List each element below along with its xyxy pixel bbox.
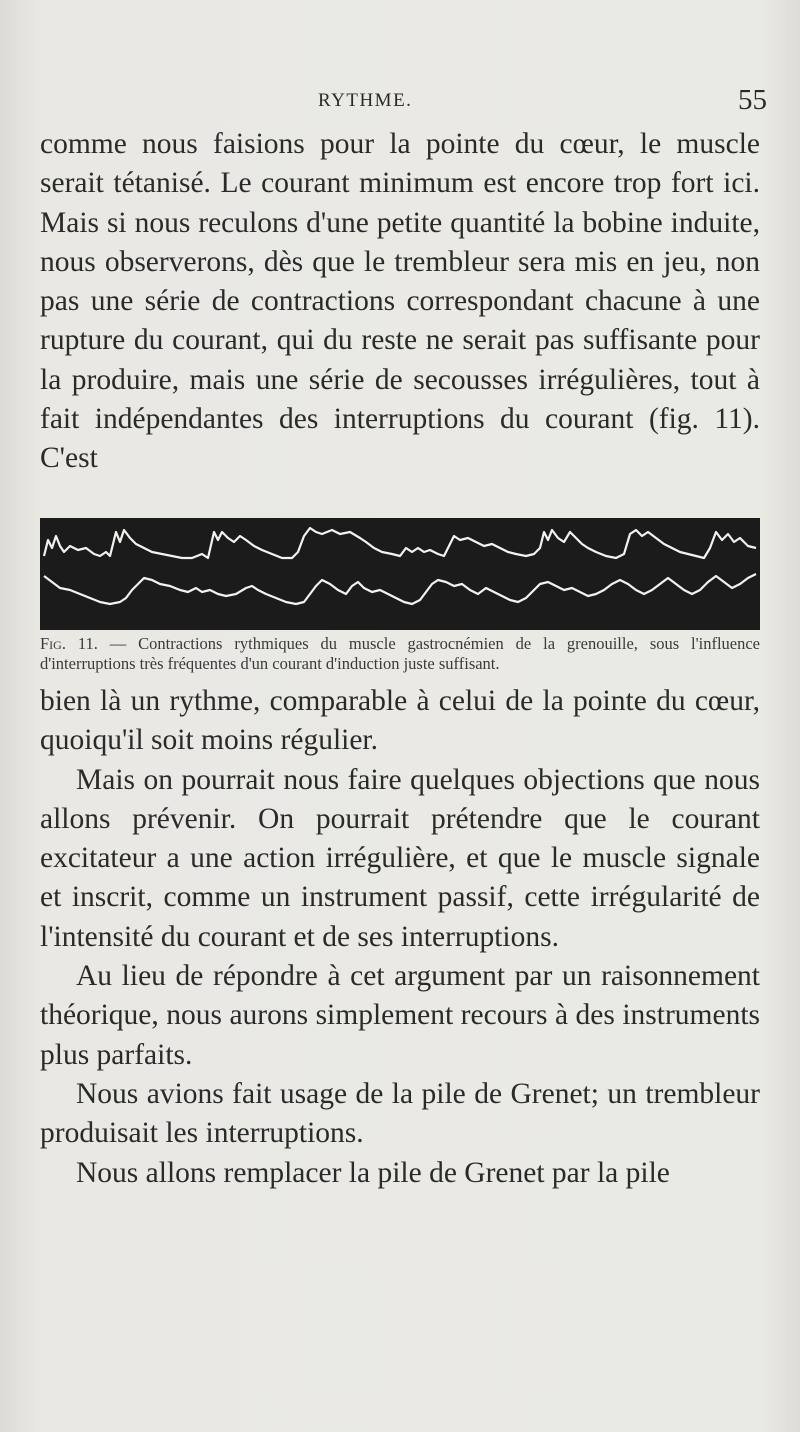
paragraph: comme nous faisions pour la pointe du cœur, le muscle serait tétanisé. Le courant minimum est encore trop fort ici. Mais si nous reculons d'une petite quantité la bobine induite, nous observerons, dès que le trembleur sera mis en jeu, non pas une série de contractions correspondant chacune à une rupture du courant, qui du reste ne serait pas suffisante pour la produire, mais une série de secousses irrégulières, tout à fait indépendantes des interruptions du courant (fig. 11). C'est	[40, 128, 760, 475]
figure-11	[40, 518, 760, 630]
myogram-trace-figure	[40, 518, 760, 630]
page-header	[0, 84, 800, 120]
paragraph: Nous avions fait usage de la pile de Grenet; un trembleur produisait les interruptions.	[40, 1077, 760, 1150]
body-text-top	[40, 125, 760, 479]
caption-label: Fig. 11.	[40, 634, 98, 653]
paragraph: Au lieu de répondre à cet argument par un raisonnement théorique, nous aurons simplement recours à des instruments plus parfaits.	[40, 960, 760, 1071]
paragraph: Nous allons remplacer la pile de Grenet par la pile	[76, 1156, 670, 1189]
page-number: 55	[738, 84, 767, 116]
paragraph: Mais on pourrait nous faire quelques objections que nous allons prévenir. On pourrait prétendre que le courant excitateur a une action irrégulière, et que le muscle signale et inscrit, comme un instrument passif, cette irrégularité de l'intensité du courant et de ses interruptions.	[40, 763, 760, 953]
running-head: RYTHME.	[318, 90, 413, 111]
body-text-bottom	[40, 682, 760, 1193]
figure-caption	[40, 634, 760, 674]
caption-text: — Contractions rythmiques du muscle gastrocnémien de la grenouille, sous l'influence d'interruptions très fréquentes d'un courant d'induction juste suffisant.	[40, 634, 760, 673]
paragraph: bien là un rythme, comparable à celui de la pointe du cœur, quoiqu'il soit moins régulier.	[40, 685, 760, 757]
